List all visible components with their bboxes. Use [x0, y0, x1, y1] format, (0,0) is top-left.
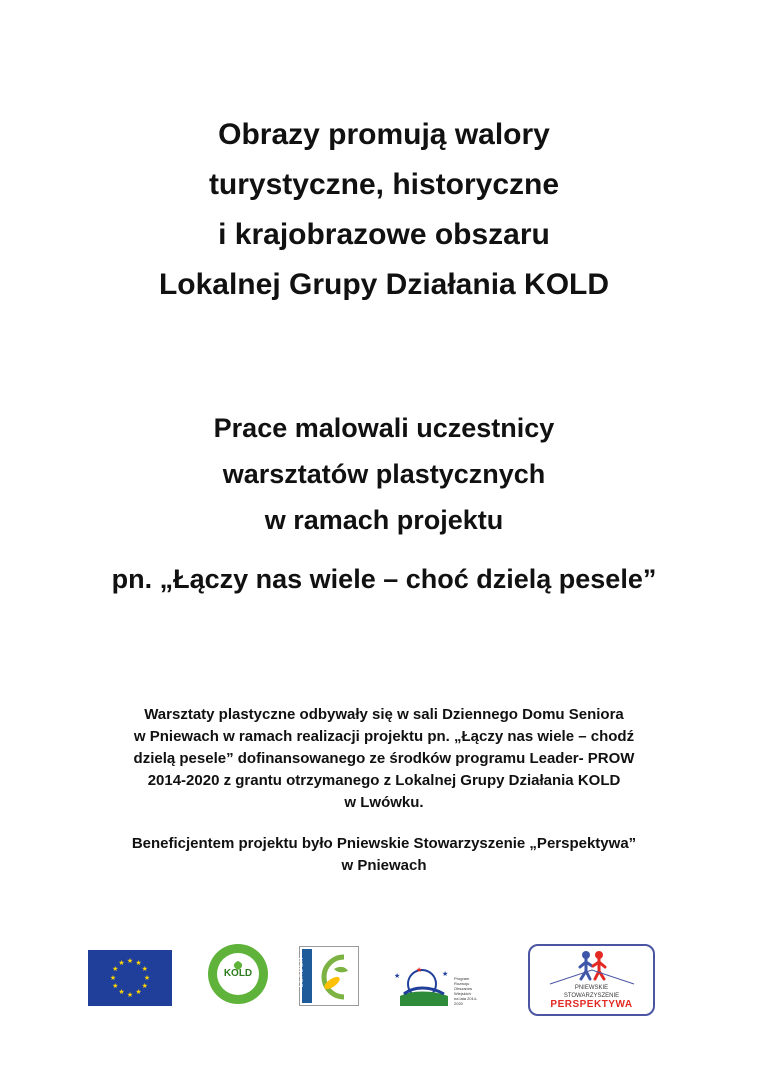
svg-text:★: ★	[394, 972, 401, 980]
subheading-line-4: pn. „Łączy nas wiele – choć dzielą pesele”	[111, 564, 657, 594]
heading-line-3: i krajobrazowe obszaru	[218, 218, 550, 251]
description-line-5: w Lwówku.	[344, 794, 424, 811]
perspektywa-line-2: STOWARZYSZENIE	[563, 993, 620, 999]
leader-logo-text: LEADER	[298, 956, 305, 988]
svg-text:★: ★	[416, 966, 423, 974]
kold-logo-inner	[217, 953, 259, 995]
description-line-1: Warsztaty plastyczne odbywały się w sali Dziennego Domu Seniora	[144, 706, 624, 723]
eu-star-icon: ★	[141, 983, 148, 990]
subheading-line-1: Prace malowali uczestnicy	[213, 413, 555, 443]
eu-star-icon: ★	[143, 974, 151, 982]
leader-emblem-icon	[300, 947, 358, 1005]
svg-text:★: ★	[442, 970, 449, 978]
eu-star-icon: ★	[135, 959, 142, 967]
beneficiary-line-1: Beneficjentem projektu było Pniewskie Stowarzyszenie „Perspektywa”	[131, 835, 637, 852]
perspektywa-name: PERSPEKTYWA	[550, 999, 633, 1010]
perspektywa-line-1: PNIEWSKIE	[574, 985, 609, 991]
perspektywa-small-text	[530, 984, 653, 1000]
eu-star-icon: ★	[112, 966, 119, 973]
description-line-2: w Pniewach w ramach realizacji projektu pn. „Łączy nas wiele – chodź	[133, 728, 635, 745]
eu-star-icon: ★	[118, 959, 125, 967]
subheading-line-3: w ramach projektu	[264, 505, 504, 535]
eu-star-icon: ★	[135, 989, 142, 997]
prow-logo-text	[454, 976, 484, 1006]
eu-star-icon: ★	[118, 989, 125, 997]
perspektywa-logo-icon	[528, 944, 655, 1016]
prow-logo-icon	[392, 964, 484, 1010]
kold-logo-icon	[208, 944, 268, 1004]
kold-logo-text: KOLD	[223, 968, 253, 979]
beneficiary-line-2: w Pniewach	[341, 857, 427, 874]
subheading-line-2: warsztatów plastycznych	[222, 459, 546, 489]
perspektywa-figures-icon	[530, 946, 653, 986]
description-line-4: 2014-2020 z grantu otrzymanego z Lokalnej Grupy Działania KOLD	[147, 772, 621, 789]
prow-emblem-icon	[392, 964, 454, 1010]
description-line-3: dzielą pesele” dofinansowanego ze środków programu Leader- PROW	[133, 750, 635, 767]
eu-star-icon: ★	[109, 974, 117, 982]
heading-line-1: Obrazy promują walory	[218, 118, 550, 151]
prow-text-line-3: Obszarów	[454, 986, 473, 991]
heading-line-4: Lokalnej Grupy Działania KOLD	[158, 268, 610, 301]
prow-text-line-2: Rozwoju	[454, 981, 470, 986]
leader-logo-icon	[299, 946, 359, 1006]
eu-star-icon: ★	[141, 966, 148, 973]
eu-star-icon: ★	[126, 957, 134, 965]
prow-text-line-1: Program	[454, 976, 470, 981]
prow-text-line-4: Wiejskich	[454, 991, 471, 996]
prow-text-line-5: na lata 2014-2020	[454, 996, 478, 1006]
eu-star-icon: ★	[112, 983, 119, 990]
heading-line-2: turystyczne, historyczne	[208, 168, 560, 201]
eu-flag-icon	[88, 950, 172, 1006]
eu-star-icon: ★	[126, 991, 134, 999]
